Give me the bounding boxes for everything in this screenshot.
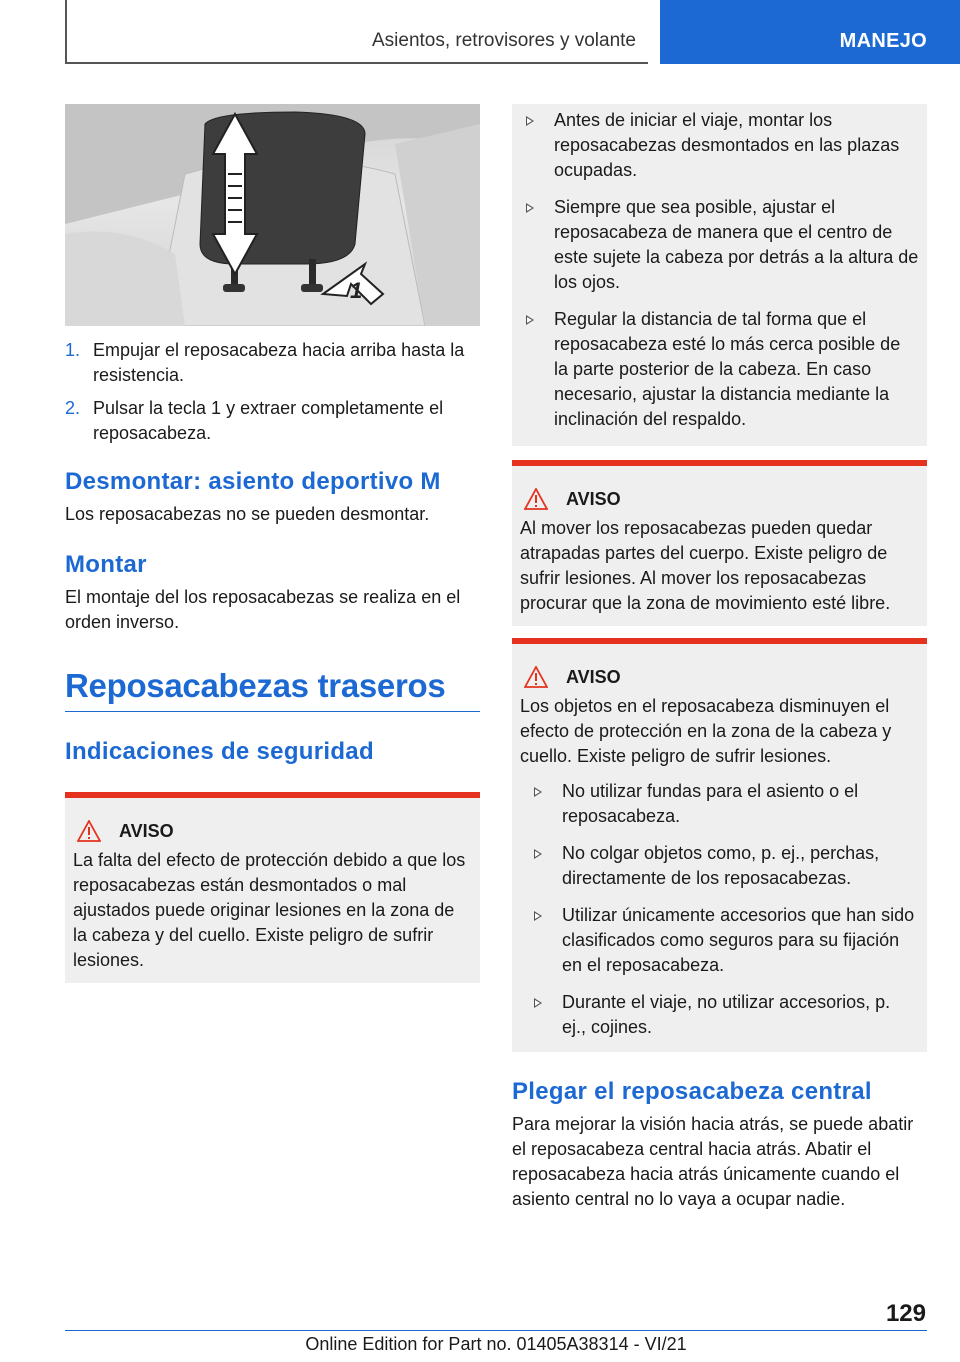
- list-item: Siempre que sea posible, ajustar el reposacabeza de manera que el centro de este sujete la cabeza por detrás a la altura de los ojos.: [512, 195, 919, 295]
- headrest-figure: [65, 104, 480, 326]
- chapter-tab[interactable]: [660, 0, 960, 64]
- step-text: Pulsar la tecla 1 y extraer completamente el reposacabeza.: [93, 398, 444, 443]
- warning-box: [512, 460, 927, 626]
- bullet-triangle-icon: [526, 203, 534, 213]
- warning-title: AVISO: [119, 820, 174, 841]
- step-number: 2.: [65, 398, 81, 418]
- warning-text: Al mover los reposacabezas pueden quedar atrapadas partes del cuerpo. Existe peligro de sufrir lesiones. Al mover los reposacabezas procurar que la zona de movimiento esté libre.: [520, 518, 891, 613]
- list-item: [65, 396, 480, 446]
- list-item: Durante el viaje, no utilizar accesorios, p. ej., cojines.: [520, 990, 919, 1040]
- chapter-tab-label: MANEJO: [839, 30, 927, 52]
- warning-box: [512, 638, 927, 1052]
- adjust-tips-box: [512, 104, 927, 446]
- warning-box: [65, 792, 480, 983]
- warning-triangle-icon: [524, 666, 548, 688]
- figure-callout-1: 1: [350, 278, 363, 303]
- bullet-triangle-icon: [534, 998, 542, 1008]
- warning-text: La falta del efecto de protección debido a que los reposacabezas están desmontados o mal ajustados puede originar lesiones en la zona de la cabeza y del cuello. Existe peligro de sufrir lesiones.: [73, 850, 466, 970]
- warning-triangle-icon: [77, 820, 101, 842]
- list-item: [65, 338, 480, 388]
- bullet-triangle-icon: [534, 787, 542, 797]
- left-column: [65, 104, 480, 983]
- warning-bullets: [520, 779, 919, 1040]
- headrest-illustration: [65, 104, 480, 326]
- adjust-tips-list: [512, 108, 919, 432]
- header-divider: [65, 0, 67, 64]
- page-number: 129: [885, 1300, 926, 1327]
- bullet-triangle-icon: [534, 911, 542, 921]
- list-item: Regular la distancia de tal forma que el reposacabeza esté lo más cerca posible de la parte posterior de la cabeza. En caso necesario, ajustar la distancia mediante la inclinación del respaldo.: [512, 307, 919, 432]
- warning-title: AVISO: [566, 666, 621, 687]
- step-number: 1.: [65, 340, 81, 360]
- right-column: [512, 104, 927, 1212]
- step-text: Empujar el reposacabeza hacia arriba hasta la resistencia.: [93, 340, 465, 385]
- list-item: No utilizar fundas para el asiento o el reposacabeza.: [520, 779, 919, 829]
- list-item: No colgar objetos como, p. ej., perchas, directamente de los reposacabezas.: [520, 841, 919, 891]
- bullet-triangle-icon: [534, 849, 542, 859]
- heading-sport-seat: Desmontar: asiento deportivo M: [65, 468, 441, 495]
- paragraph-mount: El montaje del los reposacabezas se realiza en el orden inverso.: [65, 587, 461, 632]
- bullet-triangle-icon: [526, 116, 534, 126]
- heading-rear-headrests: Reposacabezas traseros: [65, 667, 480, 712]
- removal-steps: [65, 338, 480, 446]
- list-item: Utilizar únicamente accesorios que han sido clasificados como seguros para su fijación en el reposacabeza.: [520, 903, 919, 978]
- paragraph-sport-seat: Los reposacabezas no se pueden desmontar.: [65, 504, 430, 524]
- paragraph-fold-center: Para mejorar la visión hacia atrás, se puede abatir el reposacabeza central hacia atrás. Abatir el reposacabeza hacia atrás únicamente cuando el asiento central no lo vaya a ocupar nadie.: [512, 1114, 914, 1209]
- heading-mount: Montar: [65, 551, 147, 578]
- header-underline: [65, 62, 648, 64]
- footer-edition: Online Edition for Part no. 01405A38314 - VI/21: [305, 1334, 687, 1354]
- list-item: Antes de iniciar el viaje, montar los reposacabezas desmontados en las plazas ocupadas.: [512, 108, 919, 183]
- heading-safety: Indicaciones de seguridad: [65, 738, 374, 765]
- warning-text: Los objetos en el reposacabeza disminuyen el efecto de protección en la zona de la cabeza y cuello. Existe peligro de sufrir lesiones.: [520, 696, 892, 766]
- warning-triangle-icon: [524, 488, 548, 510]
- footer-rule: [65, 1330, 927, 1331]
- warning-title: AVISO: [566, 488, 621, 509]
- heading-fold-center: Plegar el reposacabeza central: [512, 1078, 872, 1105]
- section-title: Asientos, retrovisores y volante: [371, 30, 636, 51]
- bullet-triangle-icon: [526, 315, 534, 325]
